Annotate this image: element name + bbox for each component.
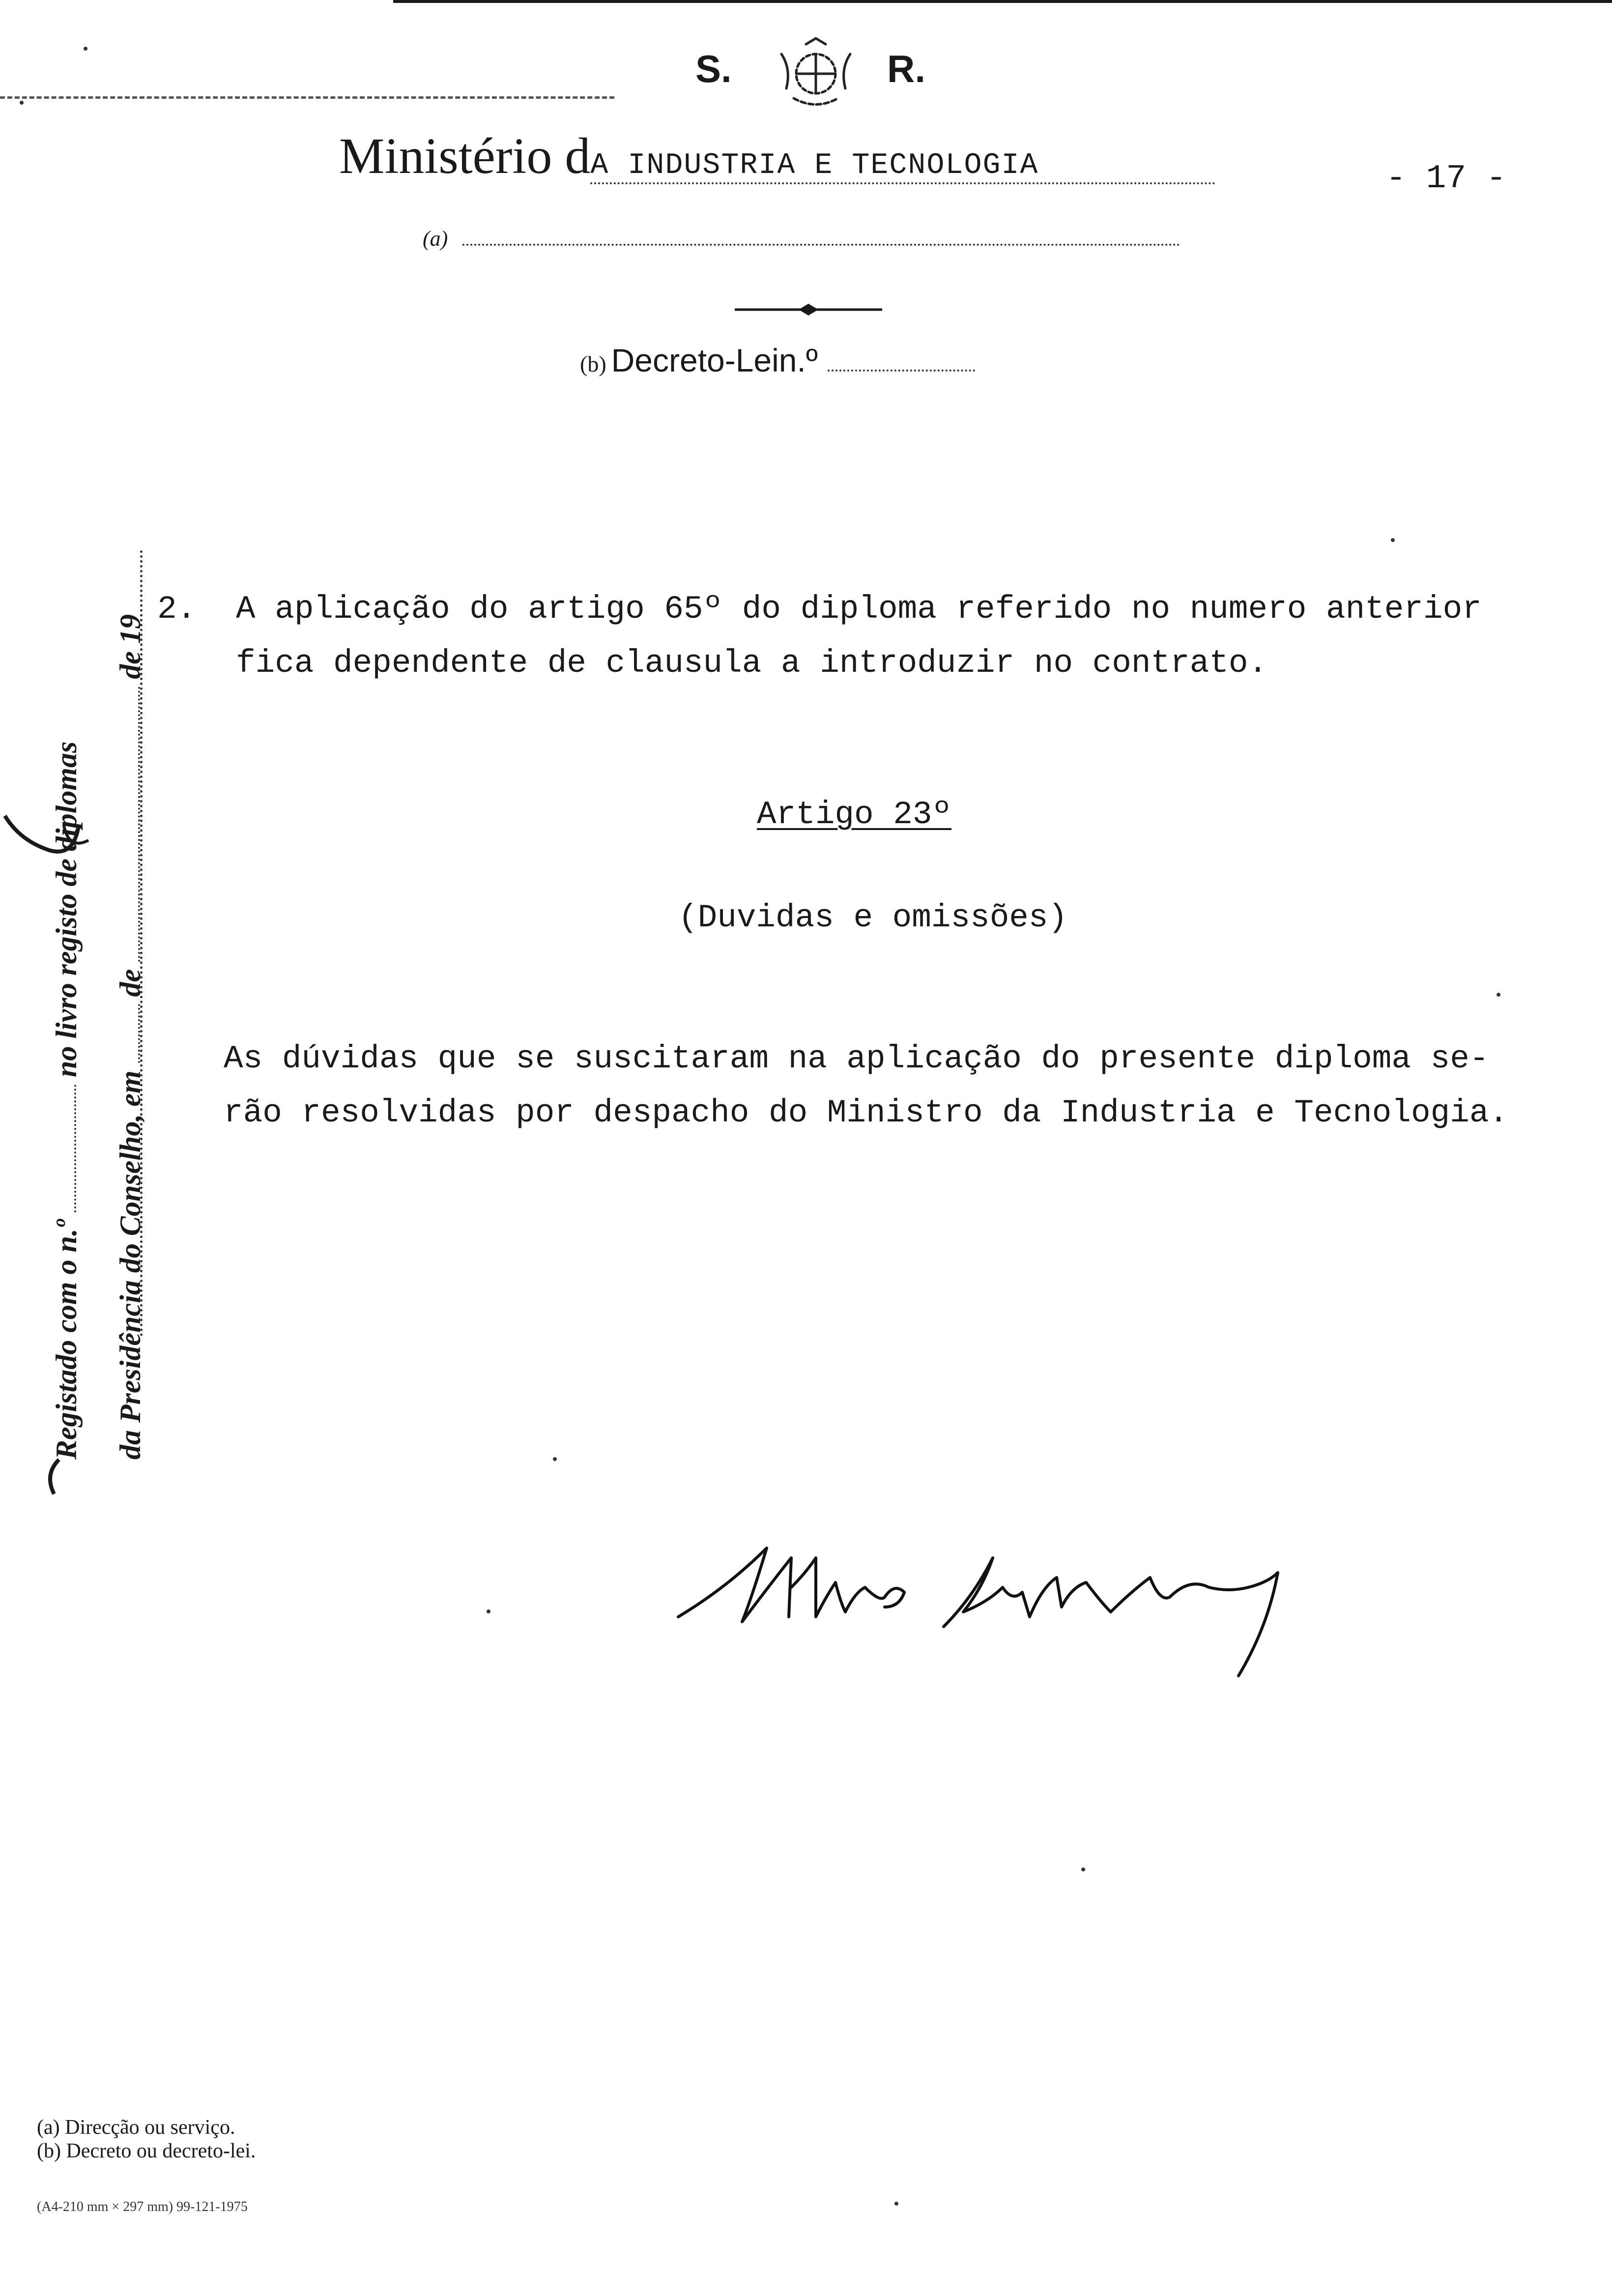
decreto-dotted-line <box>828 370 975 372</box>
field-a-line <box>423 226 1180 251</box>
article-title: Artigo 23º <box>757 796 952 833</box>
decreto-label: Decreto-Lein.º <box>611 342 818 378</box>
article-subtitle: (Duvidas e omissões) <box>678 899 1068 936</box>
scan-speck <box>894 2202 898 2206</box>
paragraph-3-line-1: As dúvidas que se suscitaram na aplicação do presente diploma se- <box>224 1040 1489 1077</box>
footnotes <box>37 2116 256 2163</box>
scan-speck <box>487 1609 490 1613</box>
top-rule <box>393 0 1612 3</box>
footnote-a: (a) Direcção ou serviço. <box>37 2116 235 2139</box>
field-a-dotted-line <box>462 244 1180 246</box>
ministry-line <box>339 127 1215 185</box>
scan-speck <box>1497 993 1500 997</box>
handwritten-signature <box>668 1528 1317 1686</box>
scan-speck <box>1391 538 1395 542</box>
paragraph-2 <box>157 582 1482 690</box>
margin-de-label: de <box>114 969 146 997</box>
field-a-label: (a) <box>423 227 448 251</box>
paragraph-2-line-1: A aplicação do artigo 65º do diploma referido no numero anterior <box>236 591 1482 628</box>
margin-presidencia-label: da Presidência do Conselho, em <box>114 1070 146 1460</box>
scan-speck <box>1081 1867 1085 1871</box>
scan-speck <box>84 47 87 51</box>
scan-speck <box>20 101 24 105</box>
diamond-rule-ornament <box>735 300 882 319</box>
decreto-line <box>580 342 975 379</box>
paragraph-2-line-2: fica dependente de clausula a introduzir no contrato. <box>236 645 1268 682</box>
paragraph-3-line-2: rão resolvidas por despacho do Ministro da Industria e Tecnologia. <box>224 1094 1509 1131</box>
margin-livro-label: no livro <box>50 983 83 1077</box>
paragraph-3 <box>224 1032 1508 1140</box>
coat-of-arms-emblem <box>767 34 865 113</box>
page-number: - 17 - <box>1386 160 1506 198</box>
margin-registo-label: registo de diplomas <box>50 741 83 976</box>
seal-letter-left: S. <box>695 47 732 90</box>
ministry-name-field: A INDUSTRIA E TECNOLOGIA <box>590 149 1215 184</box>
paragraph-number: 2. <box>157 591 197 628</box>
dashed-rule <box>0 96 614 99</box>
scan-speck <box>553 1457 557 1461</box>
margin-year-label: de 19 <box>114 614 146 679</box>
ministry-label: Ministério d <box>339 128 591 184</box>
decreto-footnote-marker: (b) <box>580 351 606 376</box>
margin-registado-label: Registado com o n.º <box>50 1220 83 1460</box>
seal-letter-right: R. <box>887 47 925 90</box>
form-code: (A4-210 mm × 297 mm) 99-121-1975 <box>37 2199 248 2214</box>
margin-bracket-mark <box>0 796 147 1504</box>
footnote-b: (b) Decreto ou decreto-lei. <box>37 2140 256 2162</box>
